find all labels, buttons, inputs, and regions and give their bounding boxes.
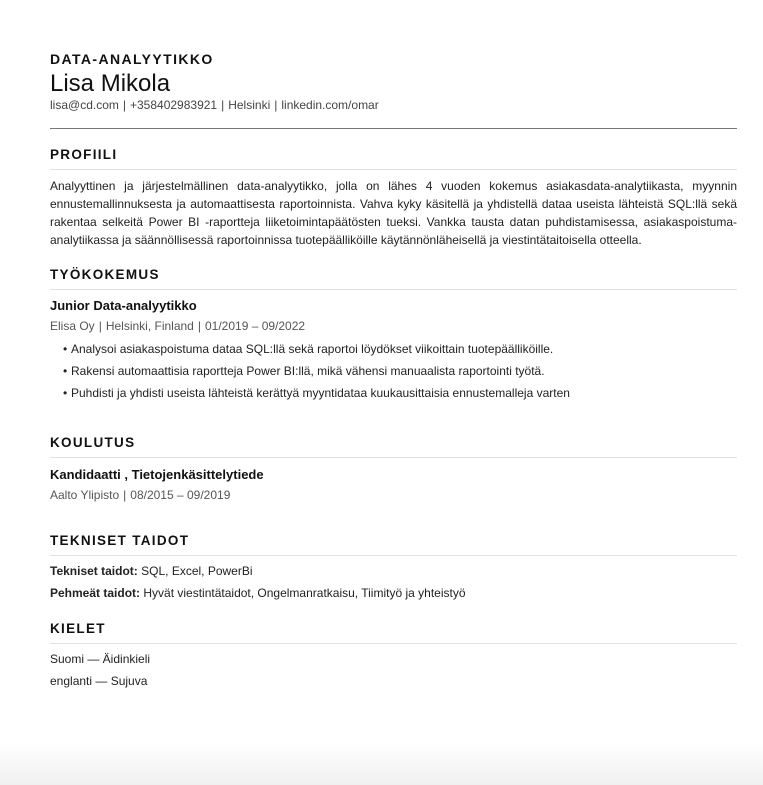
experience-section	[50, 266, 737, 404]
meta-separator: |	[123, 488, 127, 502]
job-title: DATA-ANALYYTIKKO	[50, 51, 214, 67]
candidate-name: Lisa Mikola	[50, 70, 171, 97]
languages-list	[50, 648, 737, 692]
job-bullets	[50, 338, 737, 404]
language-item: englanti — Sujuva	[50, 674, 148, 688]
job-period: 01/2019 – 09/2022	[204, 319, 306, 333]
contact-separator: |	[221, 98, 225, 112]
education-period: 08/2015 – 09/2019	[130, 488, 231, 502]
profile-section	[50, 146, 737, 249]
soft-skills-value: Hyvät viestintätaidot, Ongelmanratkaisu, Tiimityö ja yhteistyö	[143, 586, 466, 600]
page-bottom-shade	[0, 743, 763, 785]
resume-page	[50, 50, 737, 692]
meta-separator: |	[197, 319, 201, 333]
education-meta	[50, 487, 737, 503]
job-bullet: • Analysoi asiakaspoistuma dataa SQL:llä sekä raportoi löydökset viikoittain tuotepäälliköille.	[63, 338, 737, 360]
experience-heading: TYÖKOKEMUS	[50, 266, 737, 290]
technical-skills-value: SQL, Excel, PowerBi	[141, 564, 253, 578]
header-divider	[50, 128, 737, 129]
skills-heading: TEKNISET TAIDOT	[50, 532, 737, 556]
languages-section	[50, 620, 737, 692]
job-bullet: • Rakensi automaattisia raportteja Power BI:llä, mikä vähensi manuaalista raportointi työtä.	[63, 360, 737, 382]
education-entry	[50, 466, 737, 503]
job-meta	[50, 318, 737, 334]
job-bullet: • Puhdisti ja yhdisti useista lähteistä kerättyä myyntidataa kuukausittaisia ennustemalleja varten	[63, 382, 737, 404]
language-item: Suomi — Äidinkieli	[50, 652, 151, 666]
job-role: Junior Data-analyytikko	[50, 298, 197, 313]
education-heading: KOULUTUS	[50, 434, 737, 458]
technical-skills	[50, 560, 737, 582]
contact-separator: |	[122, 98, 126, 112]
profile-text: Analyyttinen ja järjestelmällinen data-analyytikko, jolla on lähes 4 vuoden kokemus asiakasdata-analytiikasta, myynnin ennustemallinnuksesta ja automaattisesta raportoinnista. Vahva kyky käsitellä ja yhdistellä dataa useista lähteistä SQL:llä sekä rakentaa selkeitä Power BI -raportteja liiketoimintapäätösten tueksi. Vankka tausta datan puhdistamisessa, asiakaspoistuma-analytiikassa ja säännöllisessä raportoinnissa tuotepäälliköille käytännönläheisellä ja viestintätaitoisella otteella.	[50, 179, 737, 247]
profile-heading: PROFIILI	[50, 146, 737, 170]
resume-header	[50, 50, 737, 129]
contact-linkedin: linkedin.com/omar	[281, 98, 379, 112]
contact-city: Helsinki	[228, 98, 271, 112]
job-entry	[50, 297, 737, 404]
education-section	[50, 434, 737, 503]
education-school: Aalto Ylipisto	[50, 488, 120, 502]
languages-heading: KIELET	[50, 620, 737, 644]
job-location: Helsinki, Finland	[105, 319, 194, 333]
contact-phone: +358402983921	[130, 98, 218, 112]
meta-separator: |	[98, 319, 102, 333]
soft-skills-label: Pehmeät taidot:	[50, 586, 141, 600]
contact-email: lisa@cd.com	[50, 98, 119, 112]
contact-separator: |	[274, 98, 278, 112]
skills-list	[50, 560, 737, 604]
contact-line	[50, 97, 737, 113]
skills-section	[50, 532, 737, 604]
job-company: Elisa Oy	[50, 319, 95, 333]
technical-skills-label: Tekniset taidot:	[50, 564, 138, 578]
education-degree: Kandidaatti , Tietojenkäsittelytiede	[50, 467, 264, 482]
soft-skills	[50, 582, 737, 604]
